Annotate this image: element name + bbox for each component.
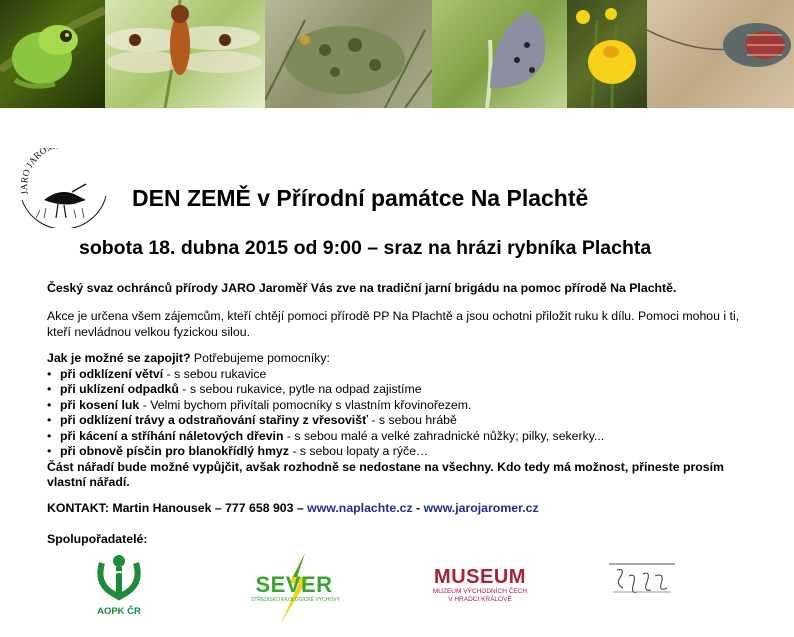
cohosts-heading: Spolupořadatelé: — [47, 532, 148, 546]
aopk-logo — [90, 553, 148, 615]
crustacean-photo — [647, 0, 794, 108]
contact-line: KONTAKT: Martin Hanousek – 777 658 903 – www.naplachte.cz - www.jarojaromer.cz — [47, 501, 539, 515]
tools-note: Část nářadí bude možné vypůjčit, avšak rozhodně se nedostane na všechny. Kdo tedy má možnost, přineste prosím vlastní nářadí. — [47, 459, 724, 489]
list-item: • při uklízení odpadků - s sebou rukavice, pytle na odpad zajistíme — [47, 382, 747, 398]
list-item: • při kosení luk - Velmi bychom přivítali pomocníky s vlastním křovinořezem. — [47, 398, 747, 414]
svg-text:JARO JAROMĚŘ — [20, 148, 68, 195]
list-item: • při odklízení trávy a odstraňování stařiny z vřesovišť - s sebou hrábě — [47, 413, 747, 429]
yellow-flower-photo — [567, 0, 647, 108]
description-paragraph: Akce je určena všem zájemcům, kteří chtějí pomoci přírodě PP Na Plachtě a jsou ochotni přiložit ruku k dílu. Pomoci mohou i ti, kteří nevládnou velkou fyzickou silou. — [47, 309, 740, 339]
help-section — [47, 351, 747, 491]
event-date-location: sobota 18. dubna 2015 od 9:00 – sraz na hrázi rybníka Plachta — [79, 237, 652, 259]
logo-text: JARO JAROM — [20, 148, 57, 196]
list-item: • při kácení a stříhání náletových dřevin - s sebou malé a velké zahradnické nůžky; pilky, sekerky... — [47, 429, 747, 445]
museum-sub1: MUZEUM VÝCHODNÍCH ČECH — [432, 588, 528, 595]
naplachte-link[interactable]: www.naplachte.cz — [307, 501, 413, 515]
list-item: • při odklízení větví - s sebou rukavice — [47, 367, 747, 383]
invitation-text: Český svaz ochránců přírody JARO Jaroměř Vás zve na tradiční jarní brigádu na pomoc přírodě Na Plachtě. — [47, 281, 677, 295]
museum-logo — [425, 566, 535, 616]
toad-photo — [265, 0, 432, 108]
signature-logo — [607, 562, 677, 602]
museum-name: MUSEUM — [434, 566, 526, 588]
page-title: DEN ZEMĚ v Přírodní památce Na Plachtě — [132, 185, 589, 211]
photo-banner — [0, 0, 794, 108]
jaro-jaromer-logo — [14, 148, 114, 228]
dragonfly-photo — [105, 0, 265, 108]
list-item: • při obnově písčin pro blanokřídlý hmyz - s sebou lopaty a rýče… — [47, 444, 747, 460]
help-heading: Jak je možné se zapojit? Potřebujeme pomocníky: — [47, 351, 330, 365]
jarojaromer-link[interactable]: www.jarojaromer.cz — [423, 501, 539, 515]
aopk-label: AOPK ČR — [97, 606, 141, 617]
museum-sub2: V HRADCI KRÁLOVÉ — [448, 596, 512, 603]
task-list — [47, 367, 747, 460]
sever-name: SEVER — [255, 572, 333, 597]
butterfly-photo — [432, 0, 567, 108]
sever-subtitle: STŘEDISKO EKOLOGICKÉ VÝCHOVY — [251, 597, 340, 603]
tree-frog-photo — [0, 0, 105, 108]
sever-logo — [251, 553, 340, 623]
